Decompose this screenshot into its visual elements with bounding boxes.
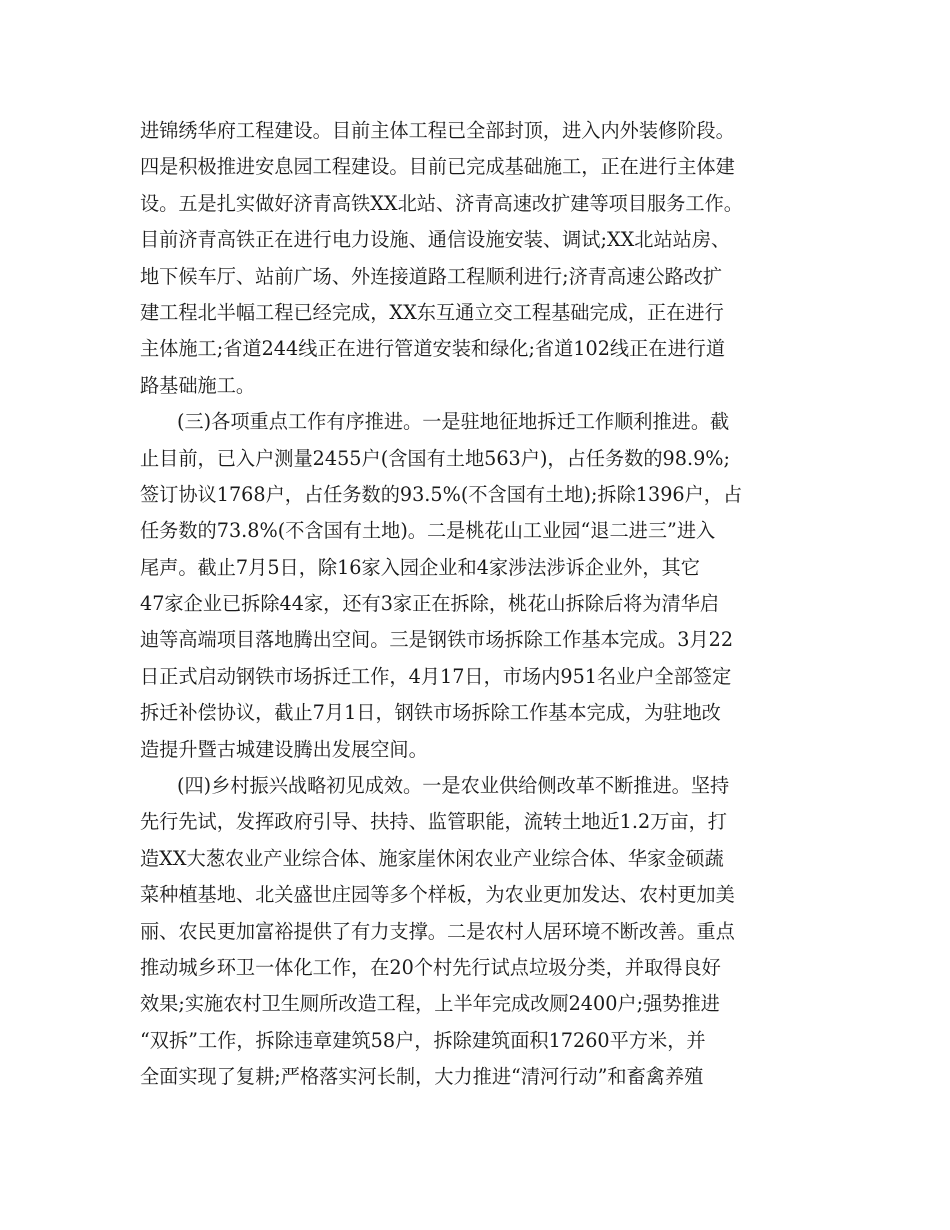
text-line: 止目前，已入户测量2455户(含国有土地563户)，占任务数的98.9%; <box>140 446 730 470</box>
text-line: 效果;实施农村卫生厕所改造工程，上半年完成改厕2400户;强势推进 <box>140 992 720 1016</box>
text-line: 四是积极推进安息园工程建设。目前已完成基础施工，正在进行主体建 <box>140 155 735 179</box>
text-line: 日正式启动钢铁市场拆迁工作，4月17日，市场内951名业户全部签定 <box>140 664 732 688</box>
text-line: “双拆”工作，拆除违章建筑58户，拆除建筑面积17260平方米，并 <box>140 1028 706 1052</box>
text-line: 推动城乡环卫一体化工作，在20个村先行试点垃圾分类，并取得良好 <box>140 955 721 979</box>
text-line: 目前济青高铁正在进行电力设施、通信设施安装、调试;XX北站站房、 <box>140 228 731 252</box>
text-line: 签订协议1768户，占任务数的93.5%(不含国有土地);拆除1396户，占 <box>140 482 743 506</box>
text-line: 先行先试，发挥政府引导、扶持、监管职能，流转土地近1.2万亩，打 <box>140 810 727 834</box>
text-line: 造XX大葱农业产业综合体、施家崖休闲农业产业综合体、华家金硕蔬 <box>140 846 724 870</box>
text-line: 47家企业已拆除44家，还有3家正在拆除，桃花山拆除后将为清华启 <box>140 592 720 616</box>
text-line: 任务数的73.8%(不含国有土地)。二是桃花山工业园“退二进三”进入 <box>140 519 716 543</box>
text-line: 全面实现了复耕;严格落实河长制，大力推进“清河行动”和畜禽养殖 <box>140 1065 704 1089</box>
text-line: 建工程北半幅工程已经完成，XX东互通立交工程基础完成，正在进行 <box>140 300 724 324</box>
text-line: 菜种植基地、北关盛世庄园等多个样板，为农业更加发达、农村更加美 <box>140 883 735 907</box>
text-line: 尾声。截止7月5日，除16家入园企业和4家涉法涉诉企业外，其它 <box>140 555 700 579</box>
text-line: 进锦绣华府工程建设。目前主体工程已全部封顶，进入内外装修阶段。 <box>140 119 735 142</box>
text-line: 迪等高端项目落地腾出空间。三是钢铁市场拆除工作基本完成。3月22 <box>140 628 734 652</box>
paragraph-first-line: (三)各项重点工作有序推进。一是驻地征地拆迁工作顺利推进。截 <box>177 410 730 434</box>
paragraph-first-line: (四)乡村振兴战略初见成效。一是农业供给侧改革不断推进。坚持 <box>177 774 730 798</box>
text-line: 主体施工;省道244线正在进行管道安装和绿化;省道102线正在进行道 <box>140 337 726 361</box>
body-text <box>140 113 824 1096</box>
text-line: 地下候车厅、站前广场、外连接道路工程顺利进行;济青高速公路改扩 <box>140 264 723 288</box>
text-line: 造提升暨古城建设腾出发展空间。 <box>140 737 428 761</box>
text-line: 拆迁补偿协议，截止7月1日，钢铁市场拆除工作基本完成，为驻地改 <box>140 701 721 725</box>
text-line: 丽、农民更加富裕提供了有力支撑。二是农村人居环境不断改善。重点 <box>140 919 735 943</box>
text-line: 设。五是扎实做好济青高铁XX北站、济青高速改扩建等项目服务工作。 <box>140 191 743 215</box>
text-line: 路基础施工。 <box>140 373 256 397</box>
